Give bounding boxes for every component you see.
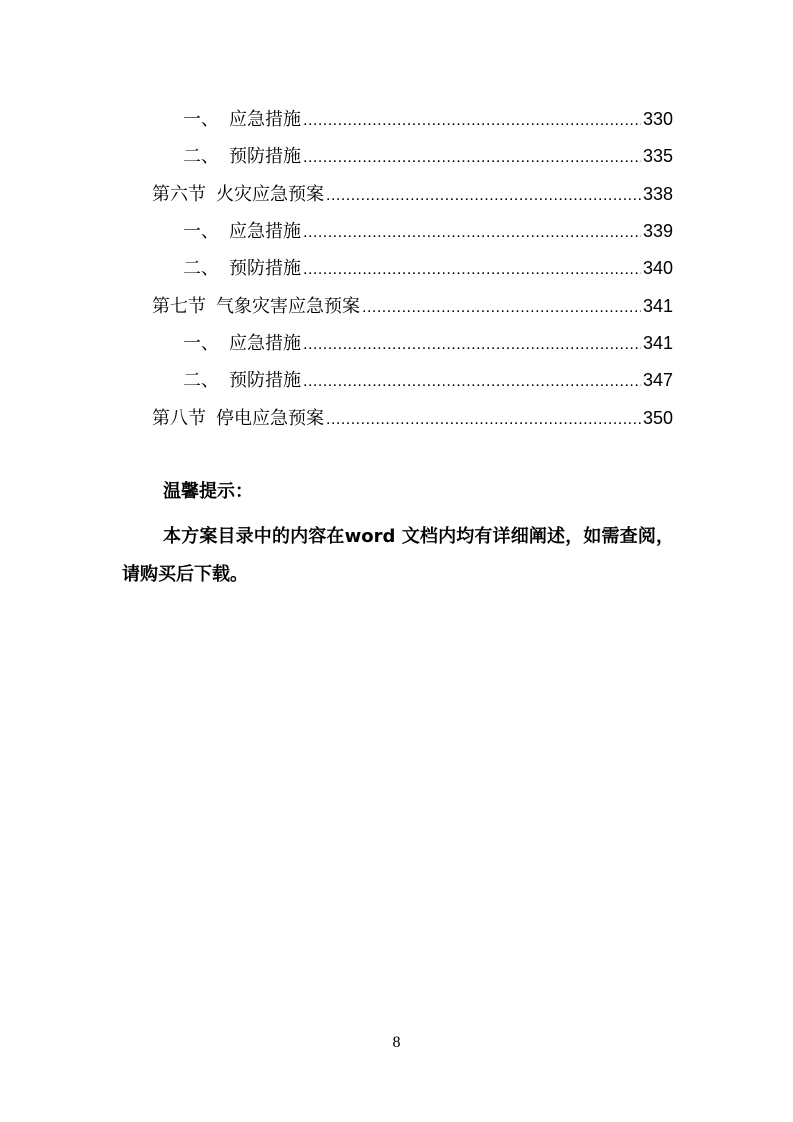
toc-entry-page: 350 <box>642 408 673 428</box>
toc-entry-page: 347 <box>642 370 673 390</box>
toc-entry[interactable] <box>183 105 673 133</box>
notice-title: 温馨提示： <box>163 481 253 502</box>
toc-entry-label: 火灾应急预案 <box>216 184 324 205</box>
toc-entry[interactable] <box>152 404 673 432</box>
toc-entry-page: 340 <box>642 258 673 278</box>
toc-entry-number: 第六节 <box>152 184 206 205</box>
toc-dot-leader <box>303 331 641 359</box>
toc-entry-label: 应急措施 <box>229 109 301 130</box>
toc-dot-leader <box>303 219 641 247</box>
toc-dot-leader <box>326 182 641 210</box>
toc-entry-label: 应急措施 <box>229 221 301 242</box>
page-number: 8 <box>392 1034 401 1051</box>
toc-dot-leader <box>362 294 641 322</box>
toc-entry[interactable] <box>183 254 673 282</box>
toc-dot-leader <box>303 368 641 396</box>
toc-entry[interactable] <box>152 292 673 320</box>
toc-entry-number: 二、 <box>183 258 219 279</box>
toc-entry-number: 第八节 <box>152 408 206 429</box>
toc-dot-leader <box>303 107 641 135</box>
toc-entry[interactable] <box>183 366 673 394</box>
toc-entry-label: 预防措施 <box>229 146 301 167</box>
toc-entry[interactable] <box>183 217 673 245</box>
toc-entry-number: 一、 <box>183 221 219 242</box>
toc-entry-page: 335 <box>642 146 673 166</box>
notice-body: 本方案目录中的内容在word 文档内均有详细阐述，如需查阅，请购买后下载。 <box>122 526 674 585</box>
toc-entry-page: 339 <box>642 221 673 241</box>
toc-dot-leader <box>303 144 641 172</box>
toc-entry-label: 应急措施 <box>229 333 301 354</box>
toc-entry-number: 二、 <box>183 370 219 391</box>
toc-dot-leader <box>326 406 641 434</box>
toc-entry[interactable] <box>183 142 673 170</box>
toc-entry-page: 341 <box>642 296 673 316</box>
toc-entry[interactable] <box>152 180 673 208</box>
toc-entry-label: 停电应急预案 <box>216 408 324 429</box>
toc-entry-label: 预防措施 <box>229 370 301 391</box>
toc-entry[interactable] <box>183 329 673 357</box>
toc-entry-number: 第七节 <box>152 296 206 317</box>
toc-entry-page: 341 <box>642 333 673 353</box>
toc-entry-number: 二、 <box>183 146 219 167</box>
toc-entry-number: 一、 <box>183 333 219 354</box>
toc-entry-page: 330 <box>642 109 673 129</box>
toc-entry-page: 338 <box>642 184 673 204</box>
toc-dot-leader <box>303 256 641 284</box>
toc-entry-label: 气象灾害应急预案 <box>216 296 360 317</box>
toc-entry-number: 一、 <box>183 109 219 130</box>
toc-entry-label: 预防措施 <box>229 258 301 279</box>
